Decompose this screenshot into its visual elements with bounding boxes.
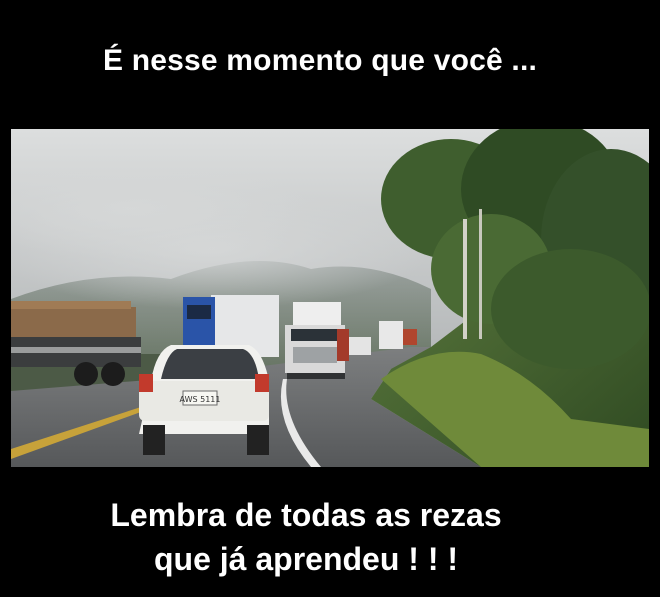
bottom-caption xyxy=(0,493,612,581)
top-caption: É nesse momento que você ... xyxy=(102,44,538,77)
distant-truck xyxy=(379,321,403,349)
bottom-caption-line1: Lembra de todas as rezas xyxy=(110,497,502,533)
road-photo xyxy=(11,129,649,467)
red-truck xyxy=(337,329,349,361)
distant-van xyxy=(349,337,371,355)
highway-scene xyxy=(11,129,649,467)
license-plate: AWS 5111 xyxy=(179,395,221,404)
white-truck xyxy=(285,302,345,379)
distant-truck xyxy=(403,329,417,345)
bottom-caption-line2: que já aprendeu ! ! ! xyxy=(153,541,459,577)
